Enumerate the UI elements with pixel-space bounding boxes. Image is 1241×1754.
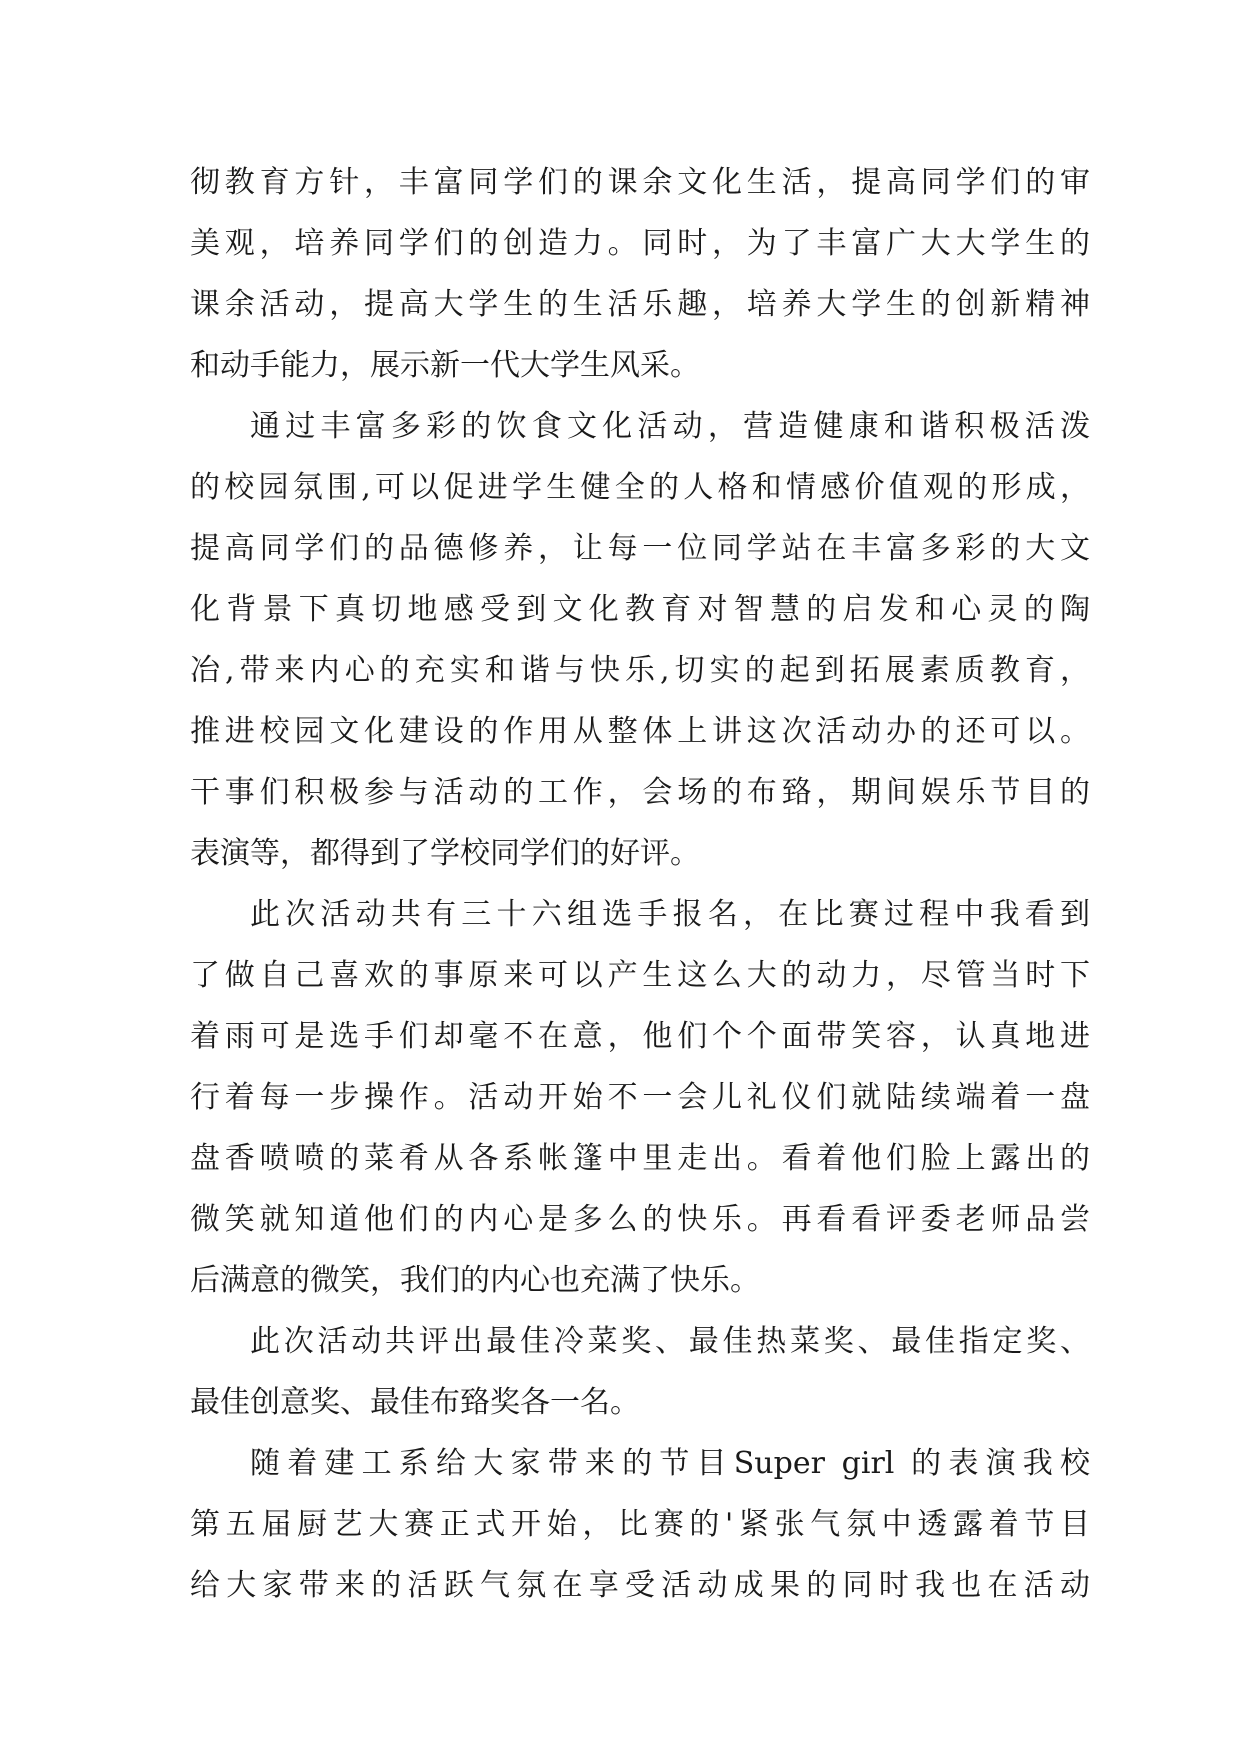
text-line: 美观，培养同学们的创造力。同时，为了丰富广大大学生的: [190, 226, 1090, 261]
text-line: 第五届厨艺大赛正式开始，比赛的'紧张气氛中透露着节目: [190, 1507, 1090, 1542]
paragraph-start-line: 此次活动共评出最佳冷菜奖、最佳热菜奖、最佳指定奖、: [250, 1324, 1090, 1359]
paragraph-start-line: 通过丰富多彩的饮食文化活动，营造健康和谐积极活泼: [250, 409, 1090, 444]
text-line: 后满意的微笑，我们的内心也充满了快乐。: [190, 1263, 760, 1298]
text-line: 和动手能力，展示新一代大学生风采。: [190, 348, 700, 383]
text-line: 了做自己喜欢的事原来可以产生这么大的动力，尽管当时下: [190, 958, 1090, 993]
text-line: 给大家带来的活跃气氛在享受活动成果的同时我也在活动: [190, 1568, 1090, 1603]
text-line: 提高同学们的品德修养，让每一位同学站在丰富多彩的大文: [190, 531, 1090, 566]
paragraph-start-line: 随着建工系给大家带来的节目Super girl 的表演我校: [250, 1446, 1090, 1481]
text-line: 盘香喷喷的菜肴从各系帐篷中里走出。看着他们脸上露出的: [190, 1141, 1090, 1176]
text-line: 的校园氛围,可以促进学生健全的人格和情感价值观的形成，: [190, 470, 1090, 505]
text-line: 干事们积极参与活动的工作，会场的布臵，期间娱乐节目的: [190, 775, 1090, 810]
text-line: 表演等，都得到了学校同学们的好评。: [190, 836, 700, 871]
paragraph-start-line: 此次活动共有三十六组选手报名，在比赛过程中我看到: [250, 897, 1090, 932]
text-line: 推进校园文化建设的作用从整体上讲这次活动办的还可以。: [190, 714, 1090, 749]
text-line: 课余活动，提高大学生的生活乐趣，培养大学生的创新精神: [190, 287, 1090, 322]
text-line: 着雨可是选手们却毫不在意，他们个个面带笑容，认真地进: [190, 1019, 1090, 1054]
text-line: 微笑就知道他们的内心是多么的快乐。再看看评委老师品尝: [190, 1202, 1090, 1237]
text-line: 冶,带来内心的充实和谐与快乐,切实的起到拓展素质教育，: [190, 653, 1090, 688]
body-text: [190, 152, 1090, 1616]
text-line: 化背景下真切地感受到文化教育对智慧的启发和心灵的陶: [190, 592, 1090, 627]
text-line: 行着每一步操作。活动开始不一会儿礼仪们就陆续端着一盘: [190, 1080, 1090, 1115]
text-line: 最佳创意奖、最佳布臵奖各一名。: [190, 1385, 640, 1420]
text-line: 彻教育方针，丰富同学们的课余文化生活，提高同学们的审: [190, 165, 1090, 200]
